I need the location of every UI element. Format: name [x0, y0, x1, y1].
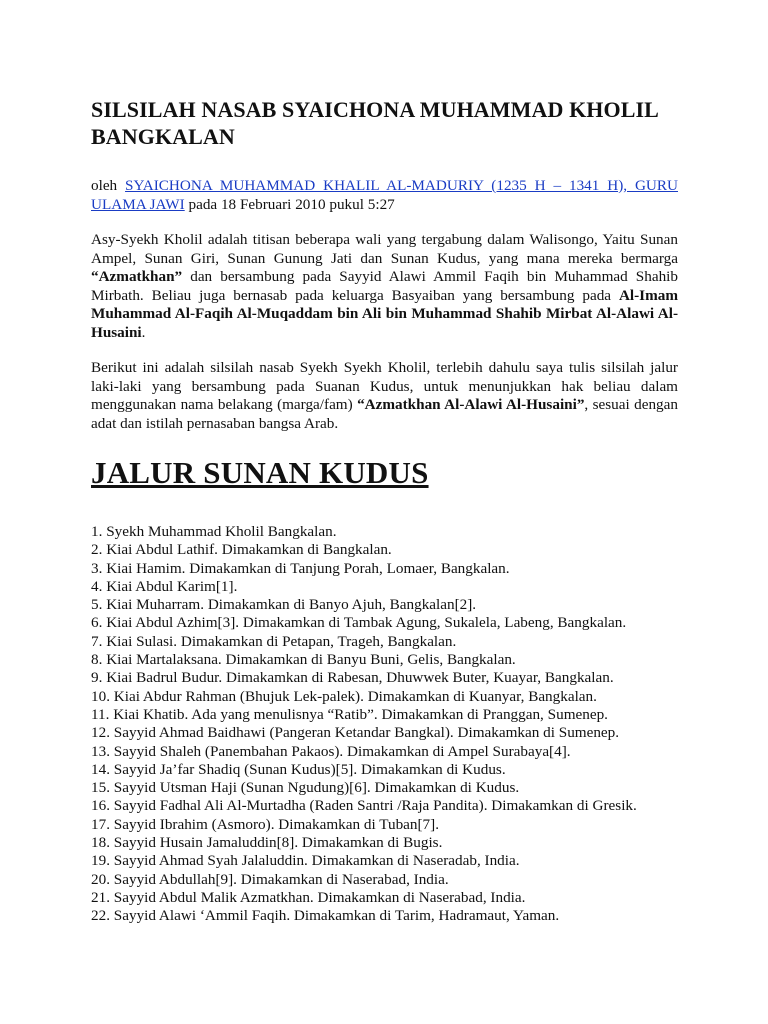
list-item: 17. Sayyid Ibrahim (Asmoro). Dimakamkan di Tuban[7]. — [91, 815, 440, 833]
list-item: 4. Kiai Abdul Karim[1]. — [91, 577, 238, 595]
byline-date: pada 18 Februari 2010 pukul 5:27 — [184, 195, 395, 213]
list-item: 13. Sayyid Shaleh (Panembahan Pakaos). Dimakamkan di Ampel Surabaya[4]. — [91, 742, 571, 760]
list-item: 15. Sayyid Utsman Haji (Sunan Ngudung)[6]. Dimakamkan di Kudus. — [91, 779, 520, 797]
lineage-intro-paragraph — [91, 359, 678, 433]
intro-text-1: Asy-Syekh Kholil adalah titisan beberapa wali yang tergabung dalam Walisongo, Yaitu Sunan Ampel, Sunan Giri, Sunan Gunung Jati dan Sunan Kudus, yang mana mereka bermarga — [91, 231, 678, 267]
intro-text-2: dan bersambung pada Sayyid Alawi Ammil Faqih bin Muhammad Shahib Mirbath. Beliau juga bernasab pada keluarga Basyaiban yang bersambung pada — [91, 268, 678, 304]
author-link[interactable]: SYAICHONA MUHAMMAD KHALIL AL-MADURIY (1235 H – 1341 H), GURU ULAMA JAWI — [91, 177, 678, 213]
document-page — [91, 96, 678, 926]
intro-bold-2: Al-Imam Muhammad Al-Faqih Al-Muqaddam bin Ali bin Muhammad Shahib Mirbat Al-Alawi Al-Husaini — [91, 286, 678, 341]
list-item: 22. Sayyid Alawi ‘Ammil Faqih. Dimakamkan di Tarim, Hadramaut, Yaman. — [91, 907, 560, 925]
list-item: 1. Syekh Muhammad Kholil Bangkalan. — [91, 523, 337, 540]
list-item: 10. Kiai Abdur Rahman (Bhujuk Lek-palek). Dimakamkan di Kuanyar, Bangkalan. — [91, 687, 597, 705]
page-title: SILSILAH NASAB SYAICHONA MUHAMMAD KHOLIL BANGKALAN — [91, 97, 658, 149]
list-item: 18. Sayyid Husain Jamaluddin[8]. Dimakamkan di Bugis. — [91, 834, 443, 852]
list-item: 2. Kiai Abdul Lathif. Dimakamkan di Bangkalan. — [91, 541, 392, 559]
list-item: 9. Kiai Badrul Budur. Dimakamkan di Rabesan, Dhuwwek Buter, Kuayar, Bangkalan. — [91, 669, 614, 687]
list-item: 7. Kiai Sulasi. Dimakamkan di Petapan, Trageh, Bangkalan. — [91, 632, 457, 650]
lineage-list — [91, 523, 678, 926]
list-item: 21. Sayyid Abdul Malik Azmatkhan. Dimakamkan di Naserabad, India. — [91, 888, 526, 906]
list-item: 16. Sayyid Fadhal Ali Al-Murtadha (Raden Santri /Raja Pandita). Dimakamkan di Gresik. — [91, 797, 637, 815]
list-item: 8. Kiai Martalaksana. Dimakamkan di Banyu Buni, Gelis, Bangkalan. — [91, 651, 516, 669]
intro-paragraph — [91, 231, 678, 342]
section-heading: JALUR SUNAN KUDUS — [91, 455, 429, 490]
list-item: 11. Kiai Khatib. Ada yang menulisnya “Ratib”. Dimakamkan di Pranggan, Sumenep. — [91, 705, 608, 723]
list-item: 5. Kiai Muharram. Dimakamkan di Banyo Ajuh, Bangkalan[2]. — [91, 596, 477, 614]
list-item: 14. Sayyid Ja’far Shadiq (Sunan Kudus)[5]. Dimakamkan di Kudus. — [91, 760, 506, 778]
byline — [91, 177, 678, 214]
intro-bold-1: “Azmatkhan” — [91, 268, 183, 285]
list-item: 19. Sayyid Ahmad Syah Jalaluddin. Dimakamkan di Naseradab, India. — [91, 852, 520, 870]
lineage-intro-text-2: , sesuai dengan adat dan istilah pernasaban bangsa Arab. — [91, 396, 678, 432]
list-item: 3. Kiai Hamim. Dimakamkan di Tanjung Porah, Lomaer, Bangkalan. — [91, 559, 510, 577]
lineage-intro-bold: “Azmatkhan Al-Alawi Al-Husaini” — [357, 396, 585, 413]
list-item: 6. Kiai Abdul Azhim[3]. Dimakamkan di Tambak Agung, Sukalela, Labeng, Bangkalan. — [91, 614, 627, 632]
list-item: 20. Sayyid Abdullah[9]. Dimakamkan di Naserabad, India. — [91, 870, 449, 888]
list-item: 12. Sayyid Ahmad Baidhawi (Pangeran Ketandar Bangkal). Dimakamkan di Sumenep. — [91, 724, 620, 742]
lineage-intro-text-1: Berikut ini adalah silsilah nasab Syekh Syekh Kholil, terlebih dahulu saya tulis silsilah jalur laki-laki yang bersambung pada Suanan Kudus, untuk menunjukkan hak beliau dalam menggunakan nama belakang (marga/fam) — [91, 359, 678, 413]
byline-prefix: oleh — [91, 177, 126, 194]
intro-text-3: . — [141, 323, 146, 341]
